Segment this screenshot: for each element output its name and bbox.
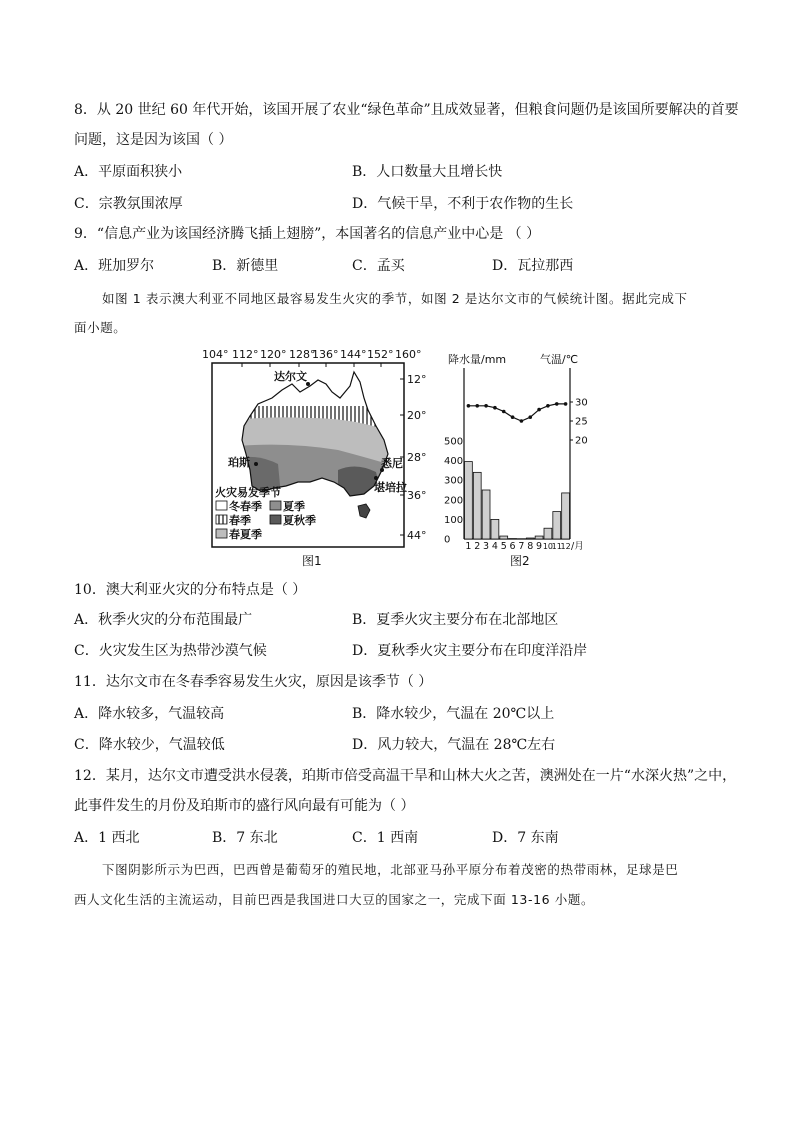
lat-label: 44°	[407, 529, 427, 542]
perth-marker	[254, 462, 258, 466]
figure1-map	[198, 346, 451, 552]
label-canberra: 堪培拉	[374, 481, 407, 494]
lon-label: 128°	[289, 348, 316, 361]
q8-stem-line1: 8．从 20 世纪 60 年代开始，该国开展了农业“绿色革命”且成效显著，但粮食问题仍是该国所要解决的首要	[74, 102, 739, 118]
legend-label-spring-summer: 春夏季	[229, 528, 262, 541]
temperature-point	[502, 410, 506, 414]
month-unit-label: /月	[571, 541, 584, 552]
temp-tick-label: 30	[575, 397, 588, 409]
legend-label-summer: 夏季	[283, 500, 305, 513]
month-label: 2	[474, 541, 481, 552]
legend-swatch-summer	[270, 501, 281, 510]
month-label: 11	[551, 542, 562, 551]
figure2-climate-chart	[444, 346, 594, 552]
q8-option-c: C．宗教氛围浓厚	[74, 196, 183, 212]
intro1-line1: 如图 1 表示澳大利亚不同地区最容易发生火灾的季节，如图 2 是达尔文市的气候统计图。据此完成下	[102, 291, 688, 306]
temperature-point	[467, 404, 471, 408]
q11-option-b: B．降水较少，气温在 20℃以上	[352, 706, 555, 722]
q10-option-a: A．秋季火灾的分布范围最广	[74, 612, 253, 628]
month-label: 12	[560, 542, 571, 551]
temperature-point	[546, 404, 550, 408]
precip-bar	[482, 490, 490, 539]
month-label: 1	[465, 541, 472, 552]
precip-bar	[544, 528, 552, 539]
precip-tick-label: 400	[444, 456, 464, 468]
q10-option-d: D．夏秋季火灾主要分布在印度洋沿岸	[352, 643, 588, 659]
temp-axis-label: 气温/℃	[540, 353, 579, 366]
month-label: 6	[509, 541, 516, 552]
q8-option-b: B．人口数量大且增长快	[352, 164, 503, 180]
legend-swatch-spring	[216, 515, 227, 524]
lon-label: 136°	[312, 348, 339, 361]
q10-stem: 10．澳大利亚火灾的分布特点是（ ）	[74, 582, 307, 598]
q11-option-d: D．风力较大，气温在 28℃左右	[352, 737, 556, 753]
month-label: 10	[542, 542, 554, 551]
legend-swatch-summer-autumn	[270, 515, 281, 524]
precip-bar	[491, 519, 499, 539]
precip-bar	[465, 462, 473, 539]
temperature-point	[520, 419, 524, 423]
intro2-line1: 下图阴影所示为巴西，巴西曾是葡萄牙的殖民地，北部亚马孙平原分布着茂密的热带雨林，足球是巴	[102, 862, 679, 877]
temperature-point	[493, 406, 497, 410]
month-label: 4	[491, 541, 498, 552]
precip-tick-label: 200	[444, 495, 464, 507]
temperature-point	[511, 415, 515, 419]
month-label: 9	[536, 541, 543, 552]
temperature-point	[564, 402, 568, 406]
label-sydney: 悉尼	[381, 457, 403, 470]
q9-option-c: C．孟买	[352, 258, 405, 274]
month-label: 3	[483, 541, 490, 552]
legend-label-spring: 春季	[229, 514, 251, 527]
legend-label-summer-autumn: 夏秋季	[283, 514, 316, 527]
precip-bar	[526, 538, 534, 539]
q8-option-d: D．气候干旱，不利于农作物的生长	[352, 196, 574, 212]
lat-label: 20°	[407, 409, 427, 422]
temperature-point	[484, 404, 488, 408]
temperature-line	[468, 404, 565, 421]
precip-bar	[553, 512, 561, 539]
q11-option-a: A．降水较多，气温较高	[74, 706, 225, 722]
precip-bar	[535, 536, 543, 539]
label-darwin: 达尔文	[274, 370, 307, 383]
temperature-point	[528, 415, 532, 419]
lon-label: 120°	[260, 348, 287, 361]
q12-option-a: A．1 西北	[74, 830, 140, 846]
temperature-point	[537, 408, 541, 412]
q12-option-c: C．1 西南	[352, 830, 419, 846]
lat-label: 28°	[407, 451, 427, 464]
q12-stem-line2: 此事件发生的月份及珀斯市的盛行风向最有可能为（ ）	[74, 798, 415, 814]
precip-bar	[473, 472, 481, 539]
canberra-marker	[374, 476, 378, 480]
precip-tick-label: 500	[444, 436, 464, 448]
q9-option-b: B．新德里	[212, 258, 279, 274]
lon-label: 104°	[202, 348, 229, 361]
label-perth: 珀斯	[228, 456, 250, 469]
figure2-caption: 图2	[510, 554, 530, 568]
temp-tick-label: 20	[575, 435, 588, 447]
lon-label: 144°	[340, 348, 367, 361]
legend-swatch-winter-spring	[216, 501, 227, 510]
q9-stem: 9．“信息产业为该国经济腾飞插上翅膀”，本国著名的信息产业中心是 （ ）	[74, 226, 541, 242]
q8-stem-line2: 问题，这是因为该国（ ）	[74, 132, 233, 148]
legend-label-winter-spring: 冬春季	[229, 500, 262, 513]
lat-label: 12°	[407, 373, 427, 386]
intro1-line2: 面小题。	[74, 320, 127, 335]
temperature-point	[475, 404, 479, 408]
intro2-line2: 西人文化生活的主流运动，目前巴西是我国进口大豆的国家之一，完成下面 13-16 小题。	[74, 892, 595, 907]
q12-stem-line1: 12．某月，达尔文市遭受洪水侵袭，珀斯市倍受高温干旱和山林大火之苦，澳洲处在一片“水深火热”之中，	[74, 768, 737, 784]
q11-option-c: C．降水较少，气温较低	[74, 737, 225, 753]
q9-option-a: A．班加罗尔	[74, 258, 155, 274]
precip-tick-label: 100	[444, 514, 464, 526]
figure1-caption: 图1	[302, 554, 322, 568]
q11-stem: 11．达尔文市在冬春季容易发生火灾，原因是该季节（ ）	[74, 674, 433, 690]
q12-option-d: D．7 东南	[492, 830, 559, 846]
q10-option-c: C．火灾发生区为热带沙漠气候	[74, 643, 267, 659]
precip-axis-label: 降水量/mm	[448, 353, 507, 366]
q10-option-b: B．夏季火灾主要分布在北部地区	[352, 612, 559, 628]
lon-label: 152°	[367, 348, 394, 361]
q8-option-a: A．平原面积狭小	[74, 164, 183, 180]
precip-tick-label: 300	[444, 475, 464, 487]
month-label: 8	[527, 541, 534, 552]
month-label: 7	[518, 541, 525, 552]
temperature-point	[555, 402, 559, 406]
lon-label: 112°	[232, 348, 259, 361]
q12-option-b: B．7 东北	[212, 830, 278, 846]
precip-bar	[500, 536, 508, 539]
precip-bar	[562, 493, 570, 539]
month-label: 5	[500, 541, 507, 552]
lat-label: 36°	[407, 489, 427, 502]
legend-swatch-spring-summer	[216, 529, 227, 538]
q9-option-d: D．瓦拉那西	[492, 258, 574, 274]
temp-tick-label: 25	[575, 416, 588, 428]
precip-tick-label: 0	[444, 534, 451, 546]
lon-label: 160°	[395, 348, 422, 361]
legend-title: 火灾易发季节	[215, 486, 281, 499]
